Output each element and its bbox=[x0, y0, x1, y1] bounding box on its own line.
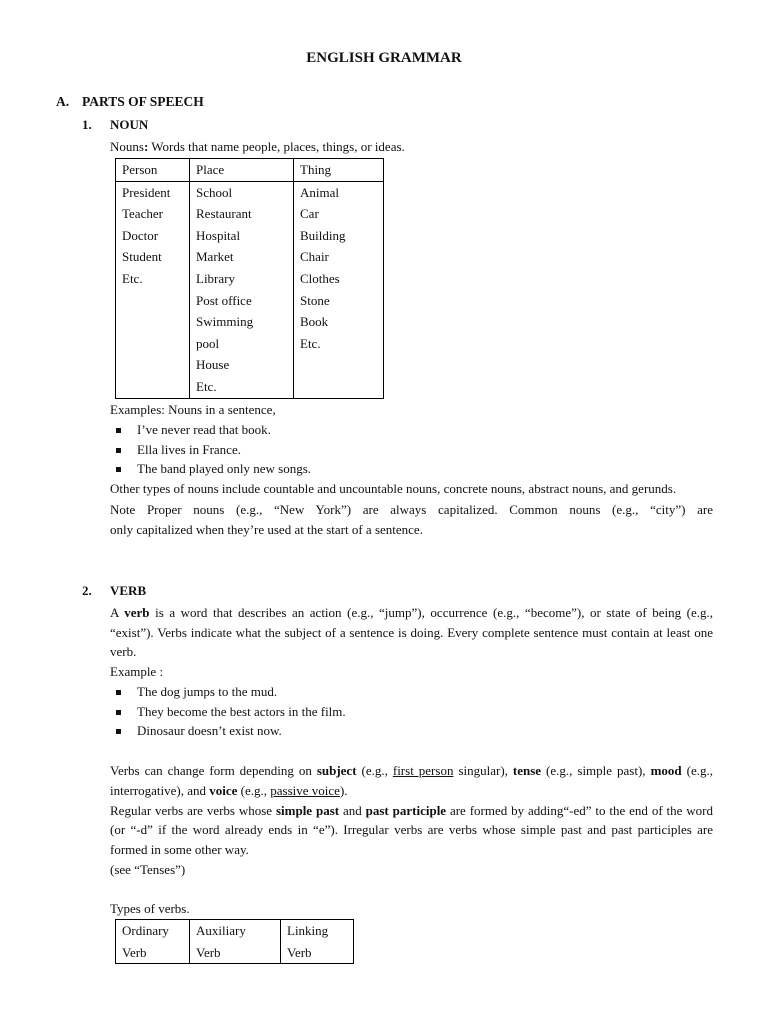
table-cell: Animal bbox=[300, 184, 339, 200]
table-cell: Auxiliary bbox=[190, 920, 281, 942]
examples-label: Examples: Nouns in a sentence, bbox=[110, 402, 276, 417]
table-cell: Car bbox=[300, 206, 319, 222]
table-cell: School bbox=[196, 184, 233, 200]
table-cell: Market bbox=[196, 249, 234, 265]
table-cell: Restaurant bbox=[196, 206, 252, 222]
verb-section-body bbox=[110, 603, 713, 919]
noun-definition: Nouns: Words that name people, places, things, or ideas. bbox=[110, 139, 405, 154]
noun-other-types: Other types of nouns include countable and uncountable nouns, concrete nouns, abstract nouns, and gerunds. bbox=[110, 481, 677, 497]
noun-example-list bbox=[110, 420, 713, 479]
noun-number: 1. bbox=[82, 117, 92, 132]
table-cell: House bbox=[196, 357, 230, 373]
table-cell: Swimming bbox=[196, 314, 254, 330]
table-cell: Clothes bbox=[300, 270, 340, 286]
table-cell: Etc. bbox=[196, 378, 217, 394]
person-column bbox=[116, 181, 190, 398]
list-item: The band played only new songs. bbox=[110, 459, 713, 479]
document-title: ENGLISH GRAMMAR bbox=[306, 50, 462, 66]
noun-table-header-row bbox=[116, 159, 384, 182]
verb-change-paragraph: Verbs can change form depending on subject (e.g., first person singular), tense (e.g., simple past), mood (e.g., interrogative), and voice (e.g., passive voice). bbox=[110, 763, 713, 798]
place-column bbox=[190, 181, 294, 398]
table-cell: pool bbox=[196, 335, 220, 351]
table-cell: Student bbox=[122, 249, 162, 265]
noun-table bbox=[115, 158, 384, 399]
table-cell: Library bbox=[196, 270, 235, 286]
table-cell: President bbox=[122, 184, 171, 200]
list-item: I’ve never read that book. bbox=[110, 420, 713, 440]
verb-types-label: Types of verbs. bbox=[110, 901, 190, 917]
verb-types-row bbox=[116, 942, 354, 964]
verb-regular-paragraph: Regular verbs are verbs whose simple past and past participle are formed by adding“-ed” to the end of the word (or “-d” if the word already ends in “e”). Irregular verbs are verbs whose simple past and past participles are formed in some other way. bbox=[110, 802, 714, 858]
noun-table-header: Person bbox=[116, 159, 190, 182]
noun-table-header: Thing bbox=[294, 159, 384, 182]
thing-column bbox=[294, 181, 384, 398]
table-cell: Building bbox=[300, 227, 346, 243]
table-cell: Stone bbox=[300, 292, 330, 308]
noun-table-body-row bbox=[116, 181, 384, 398]
table-cell: Etc. bbox=[122, 270, 143, 286]
verb-example-label: Example : bbox=[110, 664, 164, 680]
verb-types-row bbox=[116, 920, 354, 942]
verb-intro: A verb is a word that describes an action (e.g., “jump”), occurrence (e.g., “become”), or state of being (e.g., “exist”). Verbs indicate what the subject of a sentence is doing. Every complete sentence must contain at least one verb. bbox=[110, 605, 714, 660]
section-number: A. bbox=[56, 94, 70, 109]
verb-example-list bbox=[110, 682, 713, 741]
table-cell: Book bbox=[300, 314, 329, 330]
list-item: Dinosaur doesn’t exist now. bbox=[110, 721, 713, 741]
noun-examples bbox=[110, 400, 713, 540]
table-cell: Ordinary bbox=[116, 920, 190, 942]
table-cell: Post office bbox=[196, 292, 252, 308]
verb-types-table bbox=[115, 919, 354, 964]
noun-heading-label: NOUN bbox=[110, 117, 149, 132]
verb-heading-label: VERB bbox=[110, 583, 147, 598]
see-tenses: (see “Tenses”) bbox=[110, 861, 186, 877]
noun-table-header: Place bbox=[190, 159, 294, 182]
table-cell: Doctor bbox=[122, 227, 159, 243]
table-cell: Verb bbox=[116, 942, 190, 964]
table-cell: Chair bbox=[300, 249, 329, 265]
noun-heading bbox=[82, 117, 148, 133]
table-cell: Verb bbox=[281, 942, 354, 964]
table-cell: Linking bbox=[281, 920, 354, 942]
list-item: They become the best actors in the film. bbox=[110, 702, 713, 722]
table-cell: Teacher bbox=[122, 206, 163, 222]
table-cell: Hospital bbox=[196, 227, 241, 243]
list-item: The dog jumps to the mud. bbox=[110, 682, 713, 702]
table-cell: Etc. bbox=[300, 335, 321, 351]
noun-note-line-2: only capitalized when they’re used at the start of a sentence. bbox=[110, 521, 423, 537]
list-item: Ella lives in France. bbox=[110, 440, 713, 460]
verb-heading bbox=[82, 583, 146, 599]
section-label: PARTS OF SPEECH bbox=[82, 94, 204, 109]
noun-note-line-1: Note Proper nouns (e.g., “New York”) are always capitalized. Common nouns (e.g., “city”) are bbox=[110, 501, 713, 517]
verb-number: 2. bbox=[82, 583, 92, 598]
table-cell: Verb bbox=[190, 942, 281, 964]
section-a-heading bbox=[56, 94, 204, 110]
